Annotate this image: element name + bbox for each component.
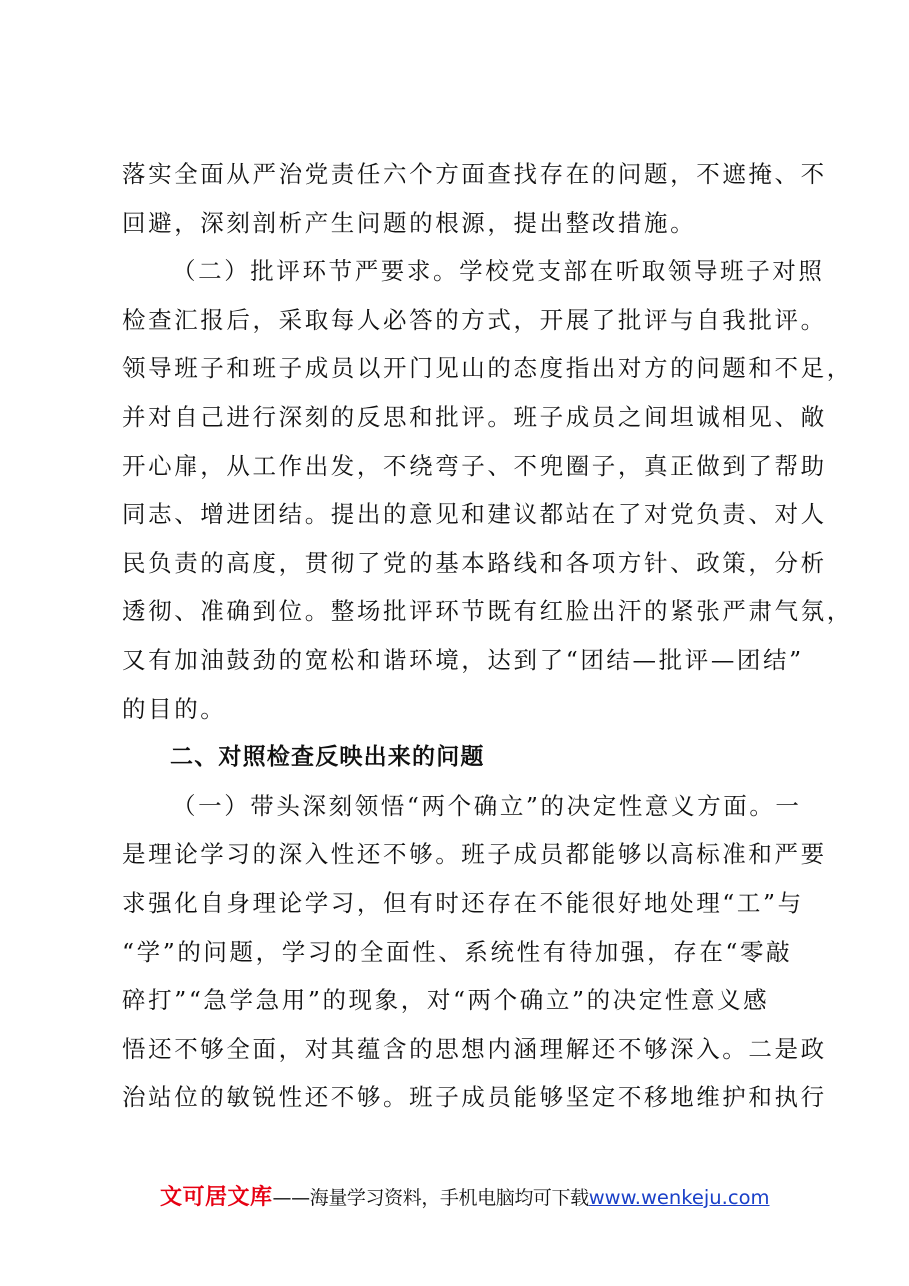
paragraph-3 [122, 782, 827, 1122]
text-line: 悟还不够全面，对其蕴含的思想内涵理解还不够深入。二是政 [122, 1034, 827, 1063]
text-line: 检查汇报后，采取每人必答的方式，开展了批评与自我批评。 [122, 305, 827, 334]
text-line: 民负责的高度，贯彻了党的基本路线和各项方针、政策，分析 [122, 548, 827, 577]
website-link[interactable]: www.wenkeju.com [588, 1186, 770, 1209]
paragraph-2 [122, 247, 853, 733]
text-line: 同志、增进团结。提出的意见和建议都站在了对党负责、对人 [122, 500, 827, 529]
text-line: 并对自己进行深刻的反思和批评。班子成员之间坦诚相见、敞 [122, 402, 827, 431]
text-line: “学”的问题，学习的全面性、系统性有待加强，存在“零敲 [122, 937, 793, 966]
footer-slogan: ——海量学习资料，手机电脑均可下载 [272, 1187, 589, 1209]
text-line: （一）带头深刻领悟“两个确立”的决定性意义方面。一 [172, 791, 802, 820]
text-line: 是理论学习的深入性还不够。班子成员都能够以高标准和严要 [122, 840, 827, 869]
text-line: 的目的。 [122, 694, 227, 723]
text-line: 碎打”“急学急用”的现象，对“两个确立”的决定性意义感 [122, 986, 770, 1015]
brand-name: 文可居文库 [160, 1185, 273, 1210]
text-line: 透彻、准确到位。整场批评环节既有红脸出汗的紧张严肃气氛， [122, 597, 853, 626]
text-line: 落实全面从严治党责任六个方面查找存在的问题，不遮掩、不 [122, 160, 827, 188]
section-heading: 二、对照检查反映出来的问题 [170, 744, 485, 771]
text-line: 求强化自身理论学习，但有时还存在不能很好地处理“工”与 [122, 888, 804, 917]
text-line: 领导班子和班子成员以开门见山的态度指出对方的问题和不足， [122, 354, 853, 383]
text-line: 又有加油鼓劲的宽松和谐环境，达到了“团结—批评—团结” [122, 645, 804, 674]
text-line: 回避，深刻剖析产生问题的根源，提出整改措施。 [122, 208, 697, 237]
document-page [122, 150, 853, 1122]
text-line: 治站位的敏锐性还不够。班子成员能够坚定不移地维护和执行 [122, 1083, 827, 1112]
paragraph-1 [122, 150, 827, 247]
text-line: 开心扉，从工作出发，不绕弯子、不兜圈子，真正做到了帮助 [122, 451, 827, 480]
footer-banner [160, 1181, 860, 1215]
text-line: （二）批评环节严要求。学校党支部在听取领导班子对照 [172, 257, 825, 286]
